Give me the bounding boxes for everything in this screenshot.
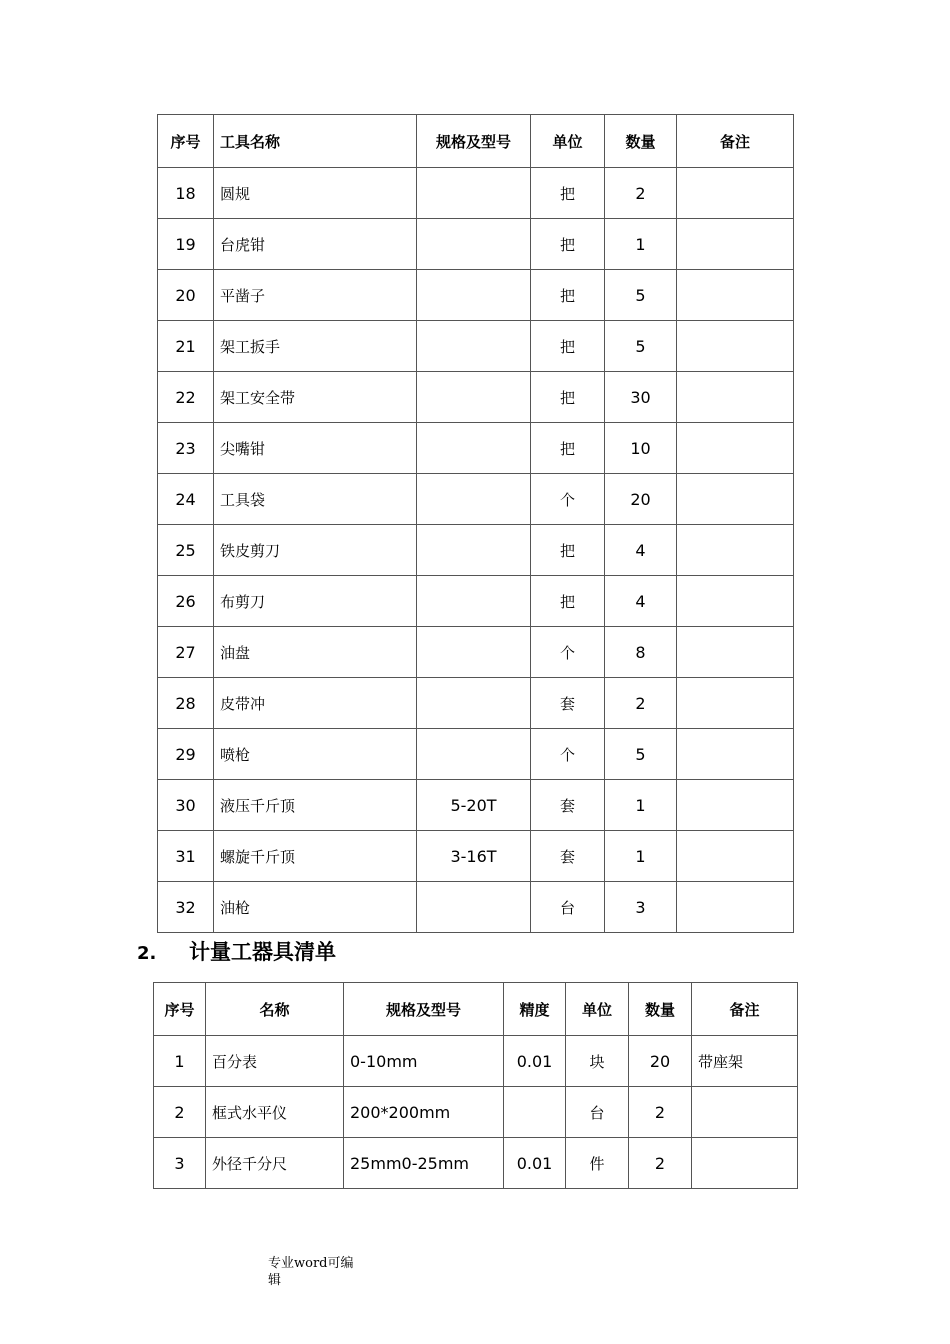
row-index-cell: 31: [158, 831, 214, 882]
spec-cell: [417, 474, 531, 525]
row-index-cell: 21: [158, 321, 214, 372]
spec-cell: [417, 525, 531, 576]
tool-name-cell: 工具袋: [214, 474, 417, 525]
tool-name-cell: 油枪: [214, 882, 417, 933]
unit-cell: 把: [531, 321, 605, 372]
table-row: [154, 1138, 798, 1189]
remark-cell: [677, 219, 794, 270]
remark-cell: [677, 423, 794, 474]
table-row: [158, 780, 794, 831]
spec-cell: [417, 219, 531, 270]
unit-cell: 把: [531, 219, 605, 270]
row-index-cell: 3: [154, 1138, 206, 1189]
remark-cell: [677, 168, 794, 219]
spec-cell: 5-20T: [417, 780, 531, 831]
tool-name-cell: 喷枪: [214, 729, 417, 780]
table-row: [158, 729, 794, 780]
remark-cell: [677, 474, 794, 525]
remark-cell: [677, 576, 794, 627]
quantity-cell: 2: [629, 1087, 692, 1138]
instrument-name-cell: 百分表: [206, 1036, 344, 1087]
row-index-cell: 28: [158, 678, 214, 729]
header-index: 序号: [158, 115, 214, 168]
row-index-cell: 27: [158, 627, 214, 678]
quantity-cell: 4: [605, 525, 677, 576]
tool-name-cell: 尖嘴钳: [214, 423, 417, 474]
tool-name-cell: 皮带冲: [214, 678, 417, 729]
row-index-cell: 30: [158, 780, 214, 831]
quantity-cell: 5: [605, 321, 677, 372]
section-title: 计量工器具清单: [189, 940, 336, 964]
section-heading: [137, 937, 336, 967]
table-row: [154, 1087, 798, 1138]
header-remark: 备注: [692, 983, 798, 1036]
unit-cell: 件: [566, 1138, 629, 1189]
header-unit: 单位: [531, 115, 605, 168]
tool-name-cell: 架工安全带: [214, 372, 417, 423]
tool-name-cell: 螺旋千斤顶: [214, 831, 417, 882]
row-index-cell: 20: [158, 270, 214, 321]
header-precision: 精度: [504, 983, 566, 1036]
remark-cell: [677, 270, 794, 321]
quantity-cell: 20: [605, 474, 677, 525]
quantity-cell: 2: [605, 168, 677, 219]
table-row: [154, 1036, 798, 1087]
tools-table-header: [158, 115, 794, 168]
table-row: [158, 882, 794, 933]
header-quantity: 数量: [605, 115, 677, 168]
unit-cell: 把: [531, 525, 605, 576]
unit-cell: 套: [531, 678, 605, 729]
unit-cell: 个: [531, 627, 605, 678]
remark-cell: [677, 780, 794, 831]
spec-cell: [417, 372, 531, 423]
tool-name-cell: 台虎钳: [214, 219, 417, 270]
tool-name-cell: 平凿子: [214, 270, 417, 321]
tool-name-cell: 油盘: [214, 627, 417, 678]
spec-cell: 0-10mm: [344, 1036, 504, 1087]
quantity-cell: 2: [629, 1138, 692, 1189]
quantity-cell: 1: [605, 780, 677, 831]
unit-cell: 个: [531, 474, 605, 525]
header-index: 序号: [154, 983, 206, 1036]
table-row: [158, 474, 794, 525]
header-spec: 规格及型号: [417, 115, 531, 168]
row-index-cell: 29: [158, 729, 214, 780]
measurement-table: [153, 982, 798, 1189]
remark-cell: [677, 372, 794, 423]
quantity-cell: 5: [605, 729, 677, 780]
row-index-cell: 19: [158, 219, 214, 270]
unit-cell: 个: [531, 729, 605, 780]
quantity-cell: 30: [605, 372, 677, 423]
remark-cell: [677, 678, 794, 729]
unit-cell: 把: [531, 576, 605, 627]
table-row: [158, 627, 794, 678]
unit-cell: 把: [531, 270, 605, 321]
unit-cell: 套: [531, 780, 605, 831]
remark-cell: [677, 321, 794, 372]
table-row: [158, 678, 794, 729]
tool-name-cell: 布剪刀: [214, 576, 417, 627]
row-index-cell: 26: [158, 576, 214, 627]
footer-note: 专业word可编辑: [268, 1256, 354, 1288]
table-row: [158, 423, 794, 474]
table-row: [158, 219, 794, 270]
unit-cell: 台: [531, 882, 605, 933]
table-row: [158, 576, 794, 627]
spec-cell: [417, 423, 531, 474]
header-remark: 备注: [677, 115, 794, 168]
table-row: [158, 525, 794, 576]
measurement-table-header: [154, 983, 798, 1036]
spec-cell: [417, 270, 531, 321]
table-row: [158, 831, 794, 882]
quantity-cell: 3: [605, 882, 677, 933]
precision-cell: [504, 1087, 566, 1138]
tools-table: [157, 114, 794, 933]
quantity-cell: 4: [605, 576, 677, 627]
tool-name-cell: 架工扳手: [214, 321, 417, 372]
quantity-cell: 1: [605, 219, 677, 270]
spec-cell: 25mm0-25mm: [344, 1138, 504, 1189]
row-index-cell: 2: [154, 1087, 206, 1138]
tool-name-cell: 圆规: [214, 168, 417, 219]
quantity-cell: 2: [605, 678, 677, 729]
spec-cell: [417, 882, 531, 933]
row-index-cell: 22: [158, 372, 214, 423]
row-index-cell: 18: [158, 168, 214, 219]
header-unit: 单位: [566, 983, 629, 1036]
row-index-cell: 32: [158, 882, 214, 933]
unit-cell: 套: [531, 831, 605, 882]
spec-cell: [417, 168, 531, 219]
remark-cell: [677, 525, 794, 576]
header-name: 名称: [206, 983, 344, 1036]
precision-cell: 0.01: [504, 1138, 566, 1189]
remark-cell: 带座架: [692, 1036, 798, 1087]
unit-cell: 把: [531, 372, 605, 423]
spec-cell: [417, 627, 531, 678]
quantity-cell: 10: [605, 423, 677, 474]
remark-cell: [692, 1087, 798, 1138]
remark-cell: [677, 882, 794, 933]
spec-cell: [417, 321, 531, 372]
header-quantity: 数量: [629, 983, 692, 1036]
row-index-cell: 1: [154, 1036, 206, 1087]
remark-cell: [692, 1138, 798, 1189]
row-index-cell: 25: [158, 525, 214, 576]
table-row: [158, 372, 794, 423]
table-row: [158, 270, 794, 321]
unit-cell: 台: [566, 1087, 629, 1138]
unit-cell: 块: [566, 1036, 629, 1087]
quantity-cell: 20: [629, 1036, 692, 1087]
remark-cell: [677, 627, 794, 678]
instrument-name-cell: 框式水平仪: [206, 1087, 344, 1138]
tool-name-cell: 铁皮剪刀: [214, 525, 417, 576]
instrument-name-cell: 外径千分尺: [206, 1138, 344, 1189]
section-number: 2.: [137, 943, 157, 964]
precision-cell: 0.01: [504, 1036, 566, 1087]
unit-cell: 把: [531, 168, 605, 219]
row-index-cell: 23: [158, 423, 214, 474]
spec-cell: [417, 576, 531, 627]
tool-name-cell: 液压千斤顶: [214, 780, 417, 831]
header-spec: 规格及型号: [344, 983, 504, 1036]
quantity-cell: 5: [605, 270, 677, 321]
spec-cell: 200*200mm: [344, 1087, 504, 1138]
header-tool-name: 工具名称: [214, 115, 417, 168]
quantity-cell: 8: [605, 627, 677, 678]
unit-cell: 把: [531, 423, 605, 474]
spec-cell: 3-16T: [417, 831, 531, 882]
spec-cell: [417, 729, 531, 780]
row-index-cell: 24: [158, 474, 214, 525]
spec-cell: [417, 678, 531, 729]
remark-cell: [677, 831, 794, 882]
quantity-cell: 1: [605, 831, 677, 882]
remark-cell: [677, 729, 794, 780]
table-row: [158, 168, 794, 219]
table-row: [158, 321, 794, 372]
